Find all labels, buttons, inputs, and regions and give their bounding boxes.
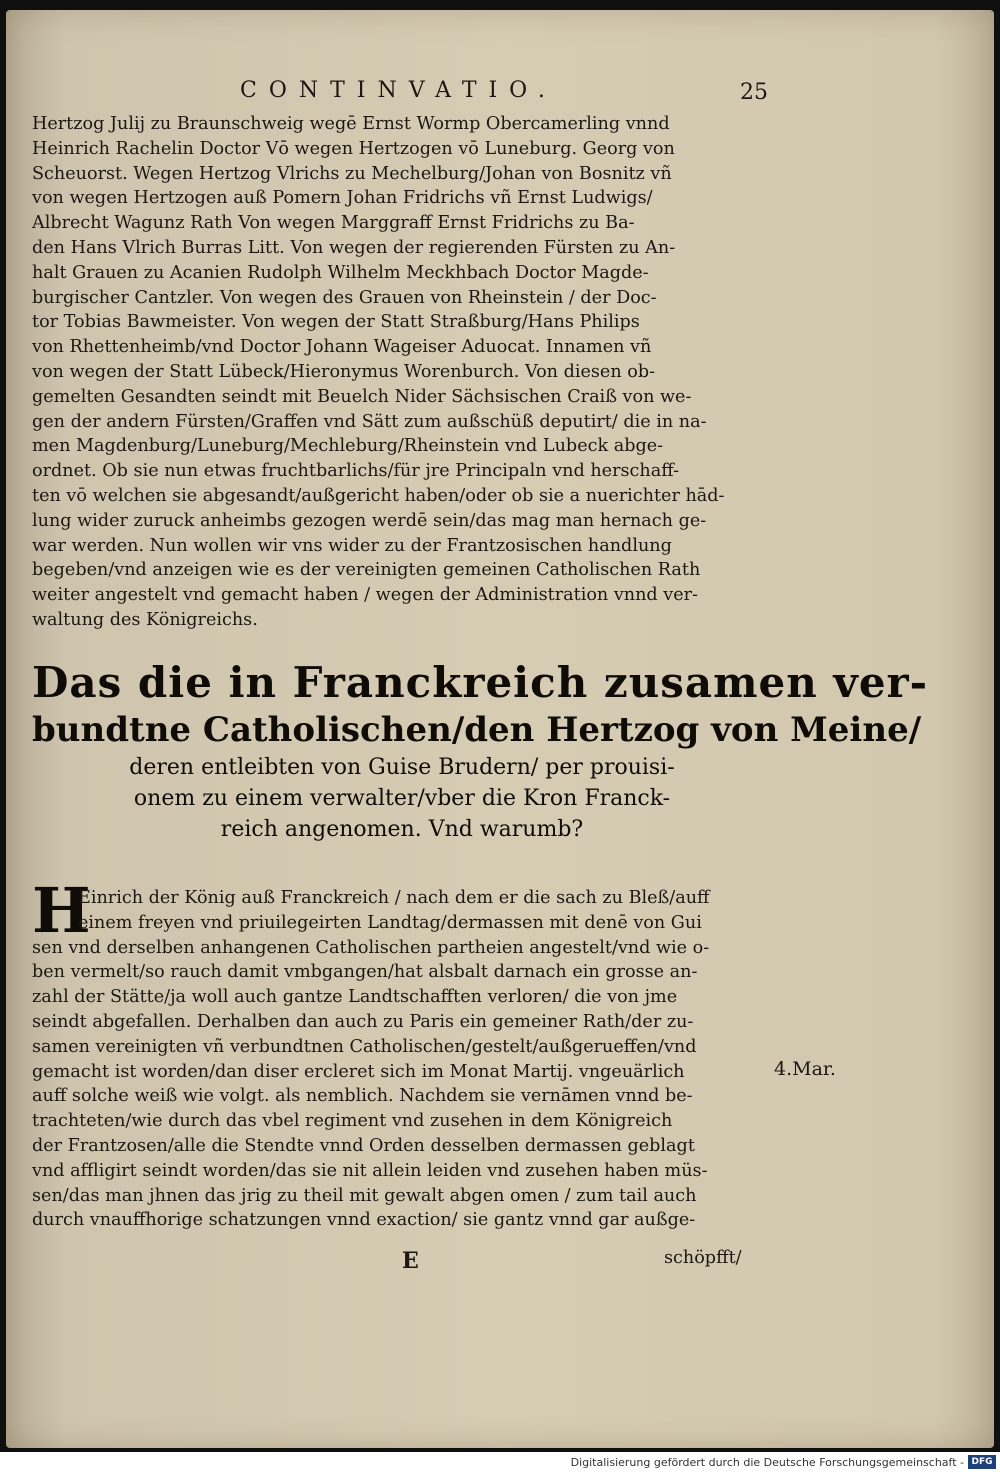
section-heading	[32, 658, 929, 845]
catchword: schöpfft/	[664, 1248, 742, 1268]
text-line: samen vereinigten vñ verbundtnen Catholischen/gestelt/außgerueffen/vnd	[32, 1036, 697, 1057]
page-number: 25	[740, 80, 768, 105]
paragraph-2	[32, 886, 772, 1233]
text-line: den Hans Vlrich Burras Litt. Von wegen der regierenden Fürsten zu An-	[32, 237, 676, 258]
text-line: Einrich der König auß Franckreich / nach dem er die sach zu Bleß/auff	[78, 888, 710, 908]
text-line: einem freyen vnd priuilegeirten Landtag/dermassen mit denē von Gui	[78, 912, 702, 933]
heading-line-1: Das die in Franckreich zusamen ver-	[32, 658, 929, 707]
text-line: begeben/vnd anzeigen wie es der vereinigten gemeinen Catholischen Rath	[32, 560, 701, 581]
text-line: gemelten Gesandten seindt mit Beuelch Nider Sächsischen Craiß von we-	[32, 386, 692, 407]
text-line: lung wider zuruck anheimbs gezogen werdē sein/das mag man hernach ge-	[32, 510, 707, 531]
paragraph-1	[32, 112, 772, 633]
text-line: halt Grauen zu Acanien Rudolph Wilhelm Meckhbach Doctor Magde-	[32, 262, 649, 283]
text-line: der Frantzosen/alle die Stendte vnnd Orden desselben dermassen geblagt	[32, 1135, 695, 1156]
text-line: sen vnd derselben anhangenen Catholischen partheien angestelt/vnd wie o-	[32, 937, 710, 958]
dfg-logo-icon[interactable]: DFG	[968, 1455, 996, 1469]
text-line: ten vō welchen sie abgesandt/außgericht haben/oder ob sie a nuerichter hād-	[32, 485, 725, 506]
funding-notice: Digitalisierung gefördert durch die Deutsche Forschungsgemeinschaft -	[570, 1456, 964, 1469]
text-line: durch vnauffhorige schatzungen vnnd exaction/ sie gantz vnnd gar außge-	[32, 1210, 696, 1231]
text-line: tor Tobias Bawmeister. Von wegen der Statt Straßburg/Hans Philips	[32, 312, 640, 333]
text-line: gemacht ist worden/dan diser ercleret sich im Monat Martij. vngeuärlich	[32, 1061, 685, 1082]
text-line: trachteten/wie durch das vbel regiment vnd zusehen in dem Königreich	[32, 1111, 673, 1132]
footer-bar	[0, 1452, 1000, 1474]
text-line: men Magdenburg/Luneburg/Mechleburg/Rheinstein vnd Lubeck abge-	[32, 436, 664, 457]
text-line: gen der andern Fürsten/Graffen vnd Sätt zum außschüß deputirt/ die in na-	[32, 411, 707, 432]
heading-line-5: reich angenomen. Vnd warumb?	[220, 817, 584, 842]
running-head: CONTINVATIO.	[240, 78, 557, 103]
text-line: von Rhettenheimb/vnd Doctor Johann Wageiser Aduocat. Innamen vñ	[32, 337, 652, 358]
text-line: war werden. Nun wollen wir vns wider zu der Frantzosischen handlung	[32, 535, 672, 556]
text-line: vnd affligirt seindt worden/das sie nit allein leiden vnd zusehen haben müs-	[32, 1160, 708, 1181]
text-line: Albrecht Wagunz Rath Von wegen Marggraff Ernst Fridrichs zu Ba-	[32, 213, 635, 234]
text-line: Heinrich Rachelin Doctor Vō wegen Hertzogen vō Luneburg. Georg von	[32, 138, 675, 159]
text-line: von wegen Hertzogen auß Pomern Johan Fridrichs vñ Ernst Ludwigs/	[32, 188, 653, 209]
text-line: seindt abgefallen. Derhalben dan auch zu Paris ein gemeiner Rath/der zu-	[32, 1011, 694, 1032]
text-line: ben vermelt/so rauch damit vmbgangen/hat alsbalt darnach ein grosse an-	[32, 962, 698, 983]
text-line: ordnet. Ob sie nun etwas fruchtbarlichs/für jre Principaln vnd herschaff-	[32, 461, 680, 482]
heading-line-4: onem zu einem verwalter/vber die Kron Franck-	[133, 786, 671, 811]
signature-mark: E	[402, 1248, 419, 1274]
text-line: sen/das man jhnen das jrig zu theil mit gewalt abgen omen / zum tail auch	[32, 1185, 697, 1206]
heading-line-3: deren entleibten von Guise Brudern/ per prouisi-	[129, 755, 675, 780]
text-line: waltung des Königreichs.	[32, 609, 258, 630]
text-line: zahl der Stätte/ja woll auch gantze Landtschafften verloren/ die von jme	[32, 987, 678, 1008]
text-line: von wegen der Statt Lübeck/Hieronymus Worenburch. Von diesen ob-	[32, 361, 656, 382]
text-line: burgischer Cantzler. Von wegen des Grauen von Rheinstein / der Doc-	[32, 287, 657, 308]
text-line: auff solche weiß wie volgt. als nemblich. Nachdem sie vernāmen vnnd be-	[32, 1086, 693, 1107]
margin-note: 4.Mar.	[774, 1058, 836, 1080]
text-line: Scheuorst. Wegen Hertzog Vlrichs zu Mechelburg/Johan von Bosnitz vñ	[32, 163, 672, 184]
heading-line-2: bundtne Catholischen/den Hertzog von Meine/	[32, 710, 922, 750]
drop-cap: H	[32, 874, 91, 947]
text-line: Hertzog Julij zu Braunschweig wegē Ernst Wormp Obercamerling vnnd	[32, 114, 670, 134]
text-line: weiter angestelt vnd gemacht haben / wegen der Administration vnnd ver-	[32, 585, 698, 606]
